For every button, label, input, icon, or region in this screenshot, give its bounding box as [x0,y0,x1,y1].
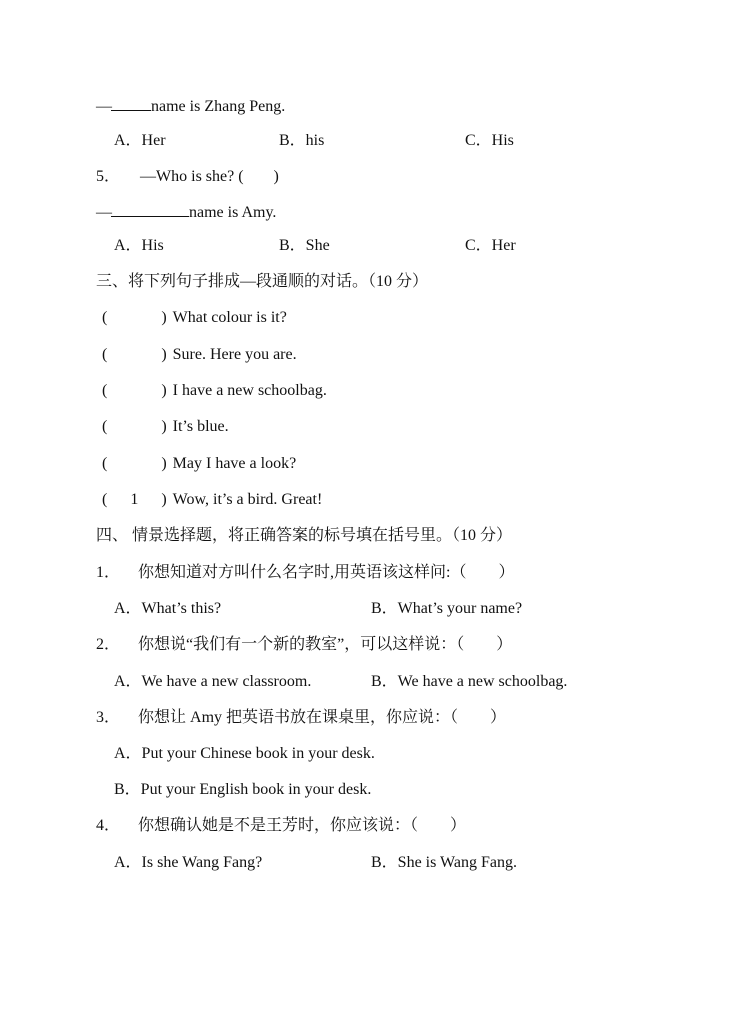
item-text: What colour is it? [172,309,287,326]
q5-option-a[interactable]: A．His [114,237,164,254]
item-text: Sure. Here you are. [172,346,297,363]
q4-option-a[interactable]: A．Her [114,132,166,149]
answer-slot[interactable]: 1 [130,491,139,508]
option-b[interactable]: B．She is Wang Fang. [371,854,517,871]
open-paren: ( [102,491,108,508]
option-b[interactable]: B．Put your English book in your desk. [114,781,372,798]
ordering-item [102,454,296,474]
q5-option-b[interactable]: B．She [279,237,330,254]
question-number: 3． [96,709,121,726]
situation-question [96,635,512,655]
close-paren: ) [161,491,167,508]
close-paren: ) [161,382,167,399]
section3-heading: 三、将下列句子排成—段通顺的对话。（10 分） [96,273,429,290]
q5-number: 5． [96,168,121,185]
item-text: Wow, it’s a bird. Great! [172,491,323,508]
q5-text: —Who is she? ( [140,168,244,185]
q5-close-paren: ) [273,168,279,185]
option-a[interactable]: A．We have a new classroom. [114,673,312,690]
item-text: May I have a look? [172,455,297,472]
situation-question [96,816,466,836]
open-paren: ( [102,309,108,326]
option-b[interactable]: B．We have a new schoolbag. [371,673,568,690]
open-paren: ( [102,455,108,472]
close-paren: ) [161,309,167,326]
section4-heading: 四、 情景选择题，将正确答案的标号填在括号里。（10 分） [96,527,513,544]
ordering-item [102,381,327,401]
question-text: 你想确认她是不是王芳时，你应该说：（ ） [138,817,467,834]
question-number: 4． [96,817,121,834]
ordering-item [102,308,287,328]
ordering-item [102,417,229,437]
question-number: 2． [96,636,121,653]
q4-answer-line [96,96,285,117]
open-paren: ( [102,346,108,363]
question-text: 你想说“我们有一个新的教室”，可以这样说：（ ） [138,636,513,653]
ordering-item [102,490,322,510]
dash: — [96,98,111,115]
question-number: 1． [96,564,121,581]
item-text: I have a new schoolbag. [172,382,327,399]
dash: — [96,204,111,221]
open-paren: ( [102,418,108,435]
q5-answer-text: name is Amy. [189,204,277,221]
item-text: It’s blue. [172,418,229,435]
q5-question [96,167,279,187]
option-a[interactable]: A．Put your Chinese book in your desk. [114,745,375,762]
open-paren: ( [102,382,108,399]
option-a[interactable]: A．What’s this? [114,600,222,617]
close-paren: ) [161,418,167,435]
q4-option-b[interactable]: B．his [279,132,325,149]
q4-option-c[interactable]: C．His [465,132,514,149]
q4-answer-text: name is Zhang Peng. [151,98,286,115]
question-text: 你想知道对方叫什么名字时,用英语该这样问:（ ） [138,564,515,581]
close-paren: ) [161,455,167,472]
q5-answer-line [96,202,276,223]
q5-option-c[interactable]: C．Her [465,237,516,254]
question-text: 你想让 Amy 把英语书放在课桌里，你应说：（ ） [138,709,507,726]
ordering-item [102,345,297,365]
close-paren: ) [161,346,167,363]
situation-question [96,708,506,728]
answer-blank[interactable] [111,96,151,111]
option-a[interactable]: A．Is she Wang Fang? [114,854,263,871]
answer-blank[interactable] [111,202,189,217]
option-b[interactable]: B．What’s your name? [371,600,523,617]
situation-question [96,563,514,583]
